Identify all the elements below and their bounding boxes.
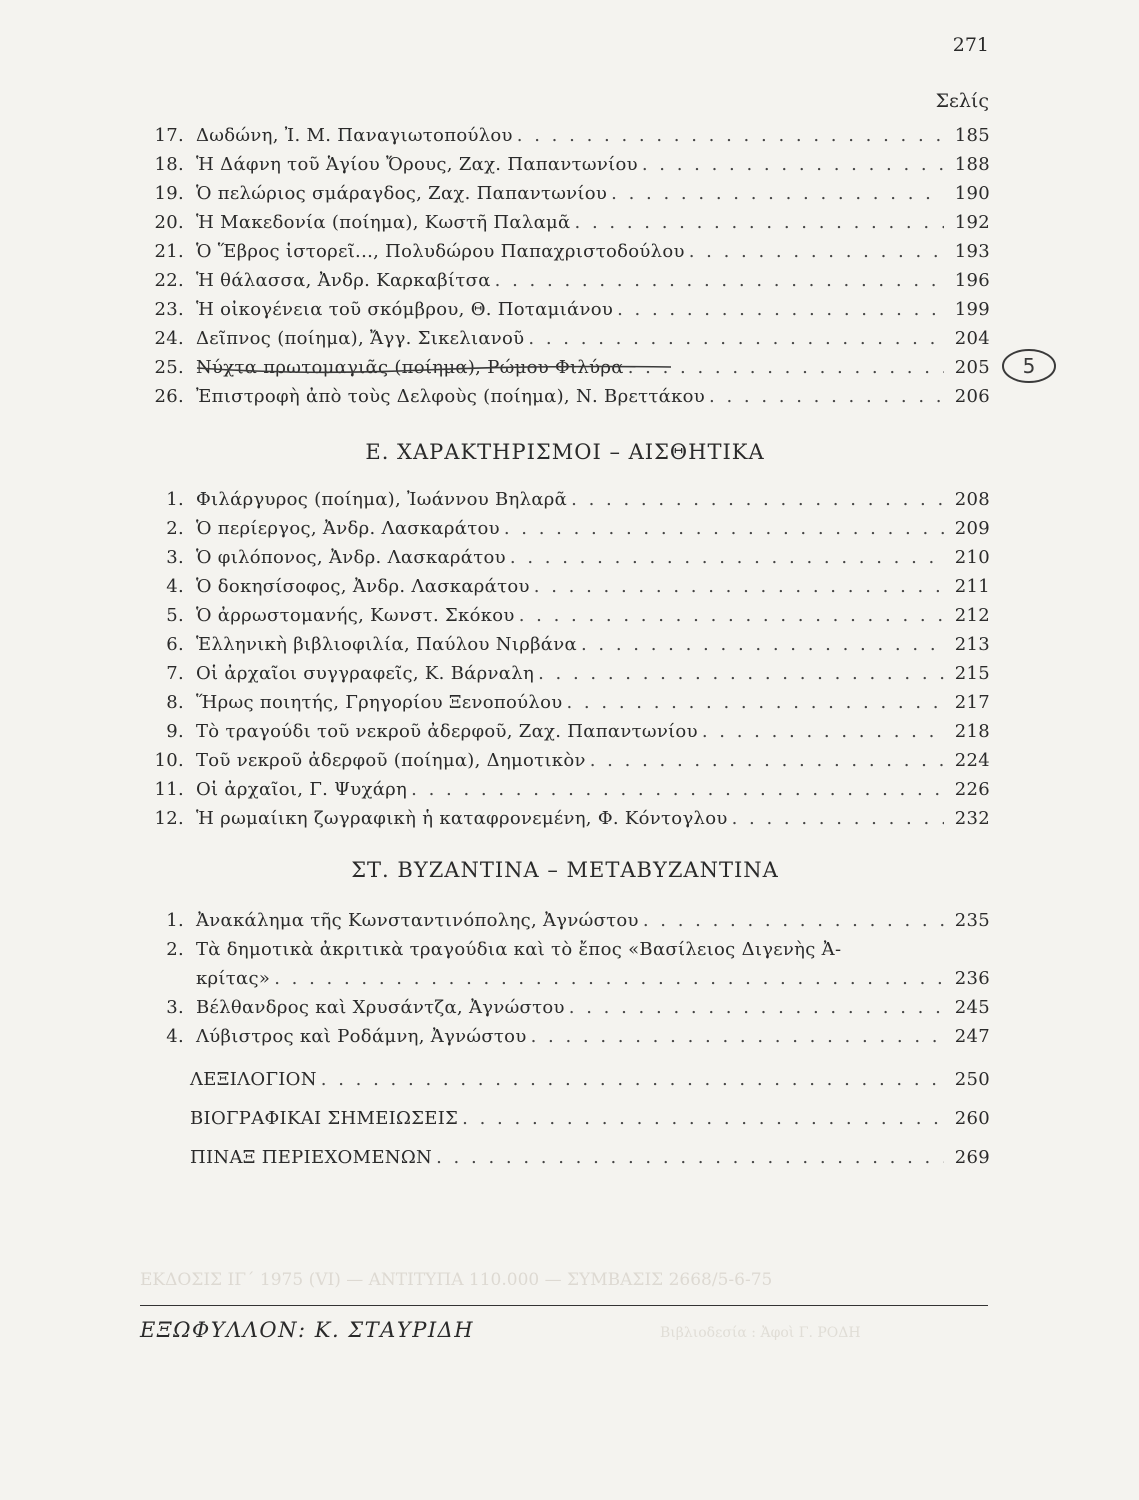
toc-entry-appendix: ΒΙΟΓΡΑΦΙΚΑΙ ΣΗΜΕΙΩΣΕΙΣ . . . 260: [140, 1099, 990, 1138]
toc-entry: 23. Ἡ οἰκογένεια τοῦ σκόμβρου, Θ. Ποταμιάνου . . . 199: [140, 295, 990, 324]
section-e: [140, 440, 990, 833]
toc-entry: 3. Ὁ φιλόπονος, Ἀνδρ. Λασκαράτου . . . 210: [140, 543, 990, 572]
toc-entry: 2. Ὁ περίεργος, Ἀνδρ. Λασκαράτου . . . 209: [140, 514, 990, 543]
toc-entry: 21. Ὁ Ἕβρος ἱστορεῖ..., Πολυδώρου Παπαχριστοδούλου . . . 193: [140, 237, 990, 266]
toc-entry-continuation: κρίτας» . . . 236: [140, 964, 990, 993]
toc-entry: 1. Φιλάργυρος (ποίημα), Ἰωάννου Βηλαρᾶ . . . 208: [140, 485, 990, 514]
toc-entry-appendix: ΠΙΝΑΞ ΠΕΡΙΕΧΟΜΕΝΩΝ . . . 269: [140, 1138, 990, 1177]
page-column-header: Σελίς: [935, 90, 989, 112]
print-info-faint: ΕΚΔΟΣΙΣ ΙΓ΄ 1975 (VI) — ΑΝΤΙΤΥΠΑ 110.000 — ΣΥΜΒΑΣΙΣ 2668/5-6-75: [140, 1270, 773, 1290]
toc-entry: 6. Ἑλληνικὴ βιβλιοφιλία, Παύλου Νιρβάνα . . . 213: [140, 630, 990, 659]
toc-entry: 9. Τὸ τραγούδι τοῦ νεκροῦ ἀδερφοῦ, Ζαχ. Παπαντωνίου . . . 218: [140, 717, 990, 746]
section-st: [140, 858, 990, 1051]
toc-entry: 24. Δεῖπνος (ποίημα), Ἄγγ. Σικελιανοῦ . . . 204: [140, 324, 990, 353]
toc-entry: 12. Ἡ ρωμαίικη ζωγραφικὴ ἡ καταφρονεμένη, Φ. Κόντογλου . . . 232: [140, 804, 990, 833]
toc-entry-appendix: ΛΕΞΙΛΟΓΙΟΝ . . . 250: [140, 1060, 990, 1099]
cover-credit: ΕΞΩΦΥΛΛΟΝ: Κ. ΣΤΑΥΡΙΔΗ: [140, 1318, 475, 1342]
toc-group-d: [140, 121, 990, 411]
toc-entry: 2. Τὰ δημοτικὰ ἀκριτικὰ τραγούδια καὶ τὸ ἔπος «Βασίλειος Διγενὴς Ἀ-: [166, 939, 842, 960]
section-st-heading: ΣΤ. ΒΥΖΑΝΤΙΝΑ – ΜΕΤΑΒΥΖΑΝΤΙΝΑ: [351, 858, 779, 882]
toc-entry: 8. Ἥρως ποιητής, Γρηγορίου Ξενοπούλου . . . 217: [140, 688, 990, 717]
toc-entry-highlighted: 25. Νύχτα πρωτομαγιᾶς (ποίημα), Ρώμου Φιλύρα . . . 205: [140, 353, 990, 382]
appendix-list: [140, 1060, 990, 1177]
toc-entry: 3. Βέλθανδρος καὶ Χρυσάντζα, Ἀγνώστου . . . 245: [140, 993, 990, 1022]
footer-rule: [140, 1305, 988, 1306]
toc-entry: 11. Οἱ ἀρχαῖοι, Γ. Ψυχάρη . . . 226: [140, 775, 990, 804]
toc-entry: 10. Τοῦ νεκροῦ ἀδερφοῦ (ποίημα), Δημοτικὸν . . . 224: [140, 746, 990, 775]
toc-entry: 5. Ὁ ἀρρωστομανής, Κωνστ. Σκόκου . . . 212: [140, 601, 990, 630]
page-number: 271: [952, 34, 989, 56]
toc-entry: 20. Ἡ Μακεδονία (ποίημα), Κωστῆ Παλαμᾶ . . . 192: [140, 208, 990, 237]
toc-entry: 4. Ὁ δοκησίσοφος, Ἀνδρ. Λασκαράτου . . . 211: [140, 572, 990, 601]
toc-entry: 18. Ἡ Δάφνη τοῦ Ἁγίου Ὄρους, Ζαχ. Παπαντωνίου . . . 188: [140, 150, 990, 179]
print-info-faint-2: Βιβλιοδεσία : Ἀφοὶ Γ. ΡΟΔΗ: [660, 1325, 861, 1341]
toc-entry: 17. Δωδώνη, Ἰ. Μ. Παναγιωτοπούλου . . . 185: [140, 121, 990, 150]
toc-entry: 4. Λύβιστρος καὶ Ροδάμνη, Ἀγνώστου . . . 247: [140, 1022, 990, 1051]
section-e-heading: Ε. ΧΑΡΑΚΤΗΡΙΣΜΟΙ – ΑΙΣΘΗΤΙΚΑ: [365, 440, 765, 464]
margin-note-text: 5: [1022, 354, 1036, 378]
toc-entry: 22. Ἡ θάλασσα, Ἀνδρ. Καρκαβίτσα . . . 196: [140, 266, 990, 295]
toc-entry: 19. Ὁ πελώριος σμάραγδος, Ζαχ. Παπαντωνίου . . . 190: [140, 179, 990, 208]
toc-entry: 7. Οἱ ἀρχαῖοι συγγραφεῖς, Κ. Βάρναλη . . . 215: [140, 659, 990, 688]
toc-entry: 26. Ἐπιστροφὴ ἀπὸ τοὺς Δελφοὺς (ποίημα), Ν. Βρεττάκου . . . 206: [140, 382, 990, 411]
toc-entry: 1. Ἀνακάλημα τῆς Κωνσταντινόπολης, Ἀγνώστου . . . 235: [140, 906, 990, 935]
handwritten-circle-note: [1000, 346, 1058, 386]
